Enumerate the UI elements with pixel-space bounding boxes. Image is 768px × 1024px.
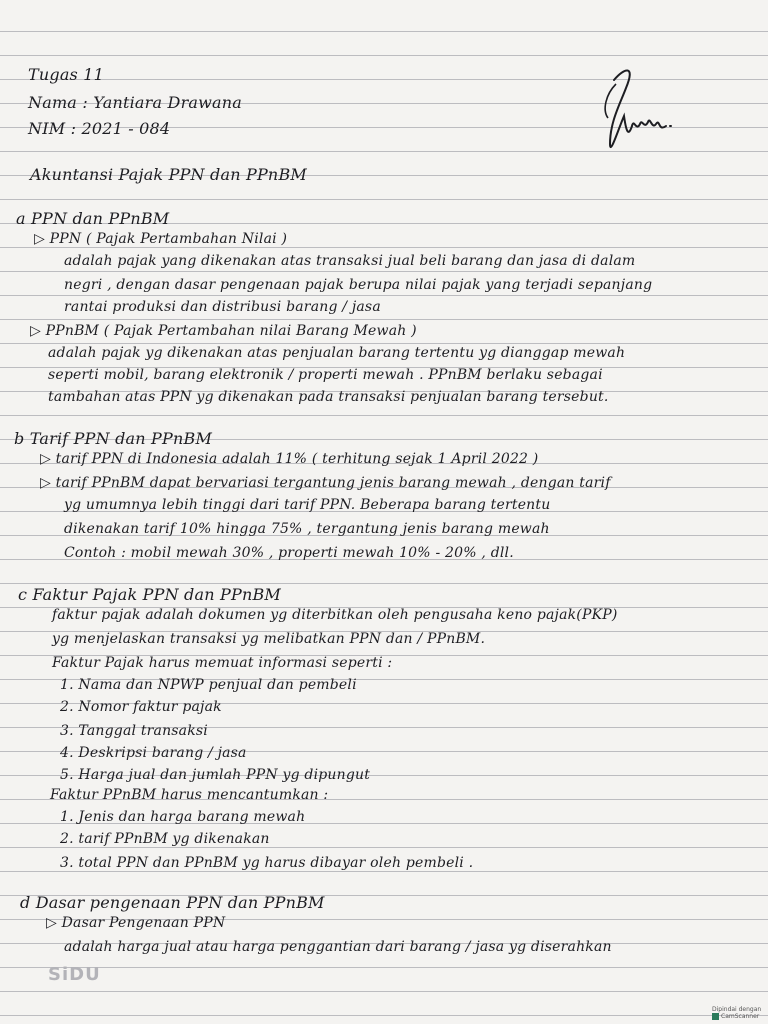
section-b-line: ▷ tarif PPN di Indonesia adalah 11% ( terhitung sejak 1 April 2022 ) (40, 451, 539, 467)
section-a-line: adalah pajak yang dikenakan atas transaksi jual beli barang dan jasa di dalam (64, 253, 636, 269)
section-b-heading: b Tarif PPN dan PPnBM (14, 429, 213, 448)
scanner-app-name: CamScanner (721, 1013, 760, 1020)
section-a-line: negri , dengan dasar pengenaan pajak berupa nilai pajak yang terjadi sepanjang (64, 277, 653, 293)
camscanner-icon (712, 1013, 719, 1020)
notebook-brand-logo: SiDU (48, 964, 101, 985)
section-b-line: ▷ tarif PPnBM dapat bervariasi tergantung jenis barang mewah , dengan tarif (40, 475, 611, 491)
section-d-line: adalah harga jual atau harga penggantian dari barang / jasa yg diserahkan (64, 939, 612, 955)
section-c-list-item: 3. total PPN dan PPnBM yg harus dibayar oleh pembeli . (60, 855, 474, 871)
section-c-line: yg menjelaskan transaksi yg melibatkan PPN dan / PPnBM. (52, 631, 486, 647)
section-d-heading: d Dasar pengenaan PPN dan PPnBM (20, 893, 325, 912)
section-a-line: ▷ PPnBM ( Pajak Pertambahan nilai Barang Mewah ) (30, 323, 417, 339)
section-c-list-item: 2. Nomor faktur pajak (60, 699, 222, 715)
section-c-list-item: 5. Harga jual dan jumlah PPN yg dipungut (60, 767, 371, 783)
section-b-line: Contoh : mobil mewah 30% , properti mewah 10% - 20% , dll. (64, 545, 514, 561)
section-c-line: Faktur Pajak harus memuat informasi seperti : (52, 655, 393, 671)
scanner-watermark (712, 1006, 762, 1020)
section-c-list-item: 1. Nama dan NPWP penjual dan pembeli (60, 677, 357, 693)
section-c-heading: c Faktur Pajak PPN dan PPnBM (18, 585, 281, 604)
page-title: Akuntansi Pajak PPN dan PPnBM (30, 165, 307, 184)
section-c-list-item: 4. Deskripsi barang / jasa (60, 745, 247, 761)
section-c-list-item: 1. Jenis dan harga barang mewah (60, 809, 306, 825)
section-a-line: ▷ PPN ( Pajak Pertambahan Nilai ) (34, 231, 288, 247)
section-a-line: rantai produksi dan distribusi barang / jasa (64, 299, 381, 315)
section-d-line: ▷ Dasar Pengenaan PPN (46, 915, 226, 931)
section-a-heading: a PPN dan PPnBM (16, 209, 170, 228)
section-a-line: tambahan atas PPN yg dikenakan pada transaksi penjualan barang tersebut. (48, 389, 609, 405)
signature-image (596, 60, 686, 160)
scanner-caption: Dipindai dengan (712, 1006, 762, 1013)
assignment-number: Tugas 11 (28, 65, 105, 84)
student-nim: NIM : 2021 - 084 (28, 119, 171, 138)
section-a-line: seperti mobil, barang elektronik / properti mewah . PPnBM berlaku sebagai (48, 367, 603, 383)
section-b-line: yg umumnya lebih tinggi dari tarif PPN. Beberapa barang tertentu (64, 497, 551, 513)
student-name: Nama : Yantiara Drawana (28, 93, 243, 112)
section-c-list-item: 3. Tanggal transaksi (60, 723, 208, 739)
section-c-list-item: 2. tarif PPnBM yg dikenakan (60, 831, 270, 847)
section-b-line: dikenakan tarif 10% hingga 75% , tergantung jenis barang mewah (64, 521, 550, 537)
section-c-line: Faktur PPnBM harus mencantumkan : (50, 787, 329, 803)
section-c-line: faktur pajak adalah dokumen yg diterbitkan oleh pengusaha keno pajak(PKP) (52, 607, 618, 623)
section-a-line: adalah pajak yg dikenakan atas penjualan barang tertentu yg dianggap mewah (48, 345, 626, 361)
